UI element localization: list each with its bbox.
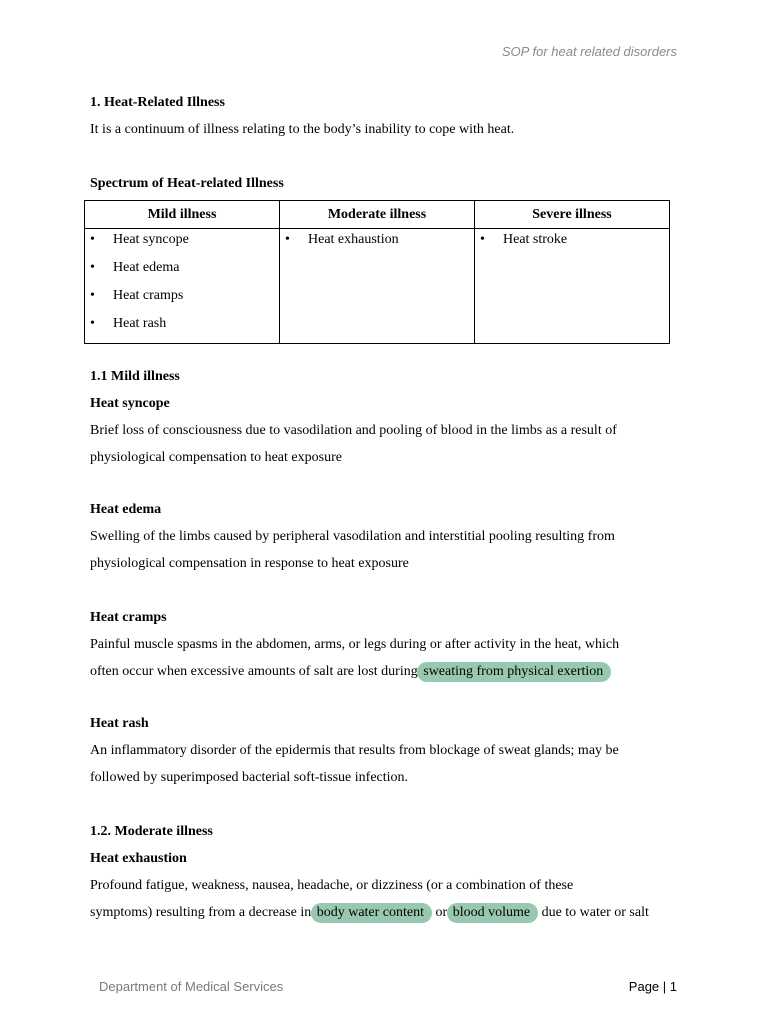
list-item <box>480 231 669 259</box>
paragraph-line: An inflammatory disorder of the epidermis that results from blockage of sweat glands; may be <box>90 743 619 758</box>
footer-page-number: Page | 1 <box>628 979 677 994</box>
severe-cell <box>475 229 670 344</box>
highlight-mark: blood volume <box>447 903 538 923</box>
column-header-mild: Mild illness <box>85 201 280 229</box>
subsection-heading-moderate: 1.2. Moderate illness <box>90 824 213 839</box>
term-heading-rash: Heat rash <box>90 716 149 731</box>
footer-department: Department of Medical Services <box>99 979 284 994</box>
spectrum-table <box>84 200 670 344</box>
list-item-label: Heat edema <box>113 260 180 275</box>
mild-list <box>85 229 279 343</box>
paragraph-line: Painful muscle spasms in the abdomen, arms, or legs during or after activity in the heat, which <box>90 637 620 652</box>
moderate-cell <box>280 229 475 344</box>
section-intro: It is a continuum of illness relating to the body’s inability to cope with heat. <box>90 122 515 137</box>
column-header-moderate: Moderate illness <box>280 201 475 229</box>
table-row <box>85 229 670 344</box>
term-heading-cramps: Heat cramps <box>90 610 167 625</box>
bullet-icon: • <box>90 316 95 331</box>
paragraph-line <box>90 904 649 922</box>
moderate-list <box>280 229 474 259</box>
severe-list <box>475 229 669 259</box>
list-item-label: Heat rash <box>113 316 167 331</box>
column-header-severe: Severe illness <box>475 201 670 229</box>
list-item <box>90 315 279 343</box>
paragraph-line: Swelling of the limbs caused by peripheral vasodilation and interstitial pooling resulting from <box>90 529 615 544</box>
subsection-heading-mild: 1.1 Mild illness <box>90 369 180 384</box>
mild-cell <box>85 229 280 344</box>
list-item-label: Heat stroke <box>503 232 568 247</box>
paragraph-line: physiological compensation in response to heat exposure <box>90 556 409 571</box>
text-run: often occur when excessive amounts of salt are lost during <box>90 664 418 679</box>
bullet-icon: • <box>90 260 95 275</box>
text-run: symptoms) resulting from a decrease in <box>90 905 312 920</box>
term-heading-syncope: Heat syncope <box>90 396 170 411</box>
list-item-label: Heat cramps <box>113 288 184 303</box>
list-item-label: Heat exhaustion <box>308 232 399 247</box>
bullet-icon: • <box>285 232 290 247</box>
table-header-row <box>85 201 670 229</box>
list-item <box>90 259 279 287</box>
term-heading-edema: Heat edema <box>90 502 162 517</box>
bullet-icon: • <box>90 232 95 247</box>
highlight-mark: sweating from physical exertion <box>417 662 611 682</box>
paragraph-line <box>90 663 611 681</box>
bullet-icon: • <box>90 288 95 303</box>
list-item <box>90 231 279 259</box>
list-item-label: Heat syncope <box>113 232 189 247</box>
list-item <box>90 287 279 315</box>
paragraph-line: followed by superimposed bacterial soft-tissue infection. <box>90 770 409 785</box>
bullet-icon: • <box>480 232 485 247</box>
paragraph-line: Brief loss of consciousness due to vasodilation and pooling of blood in the limbs as a result of <box>90 423 617 438</box>
table-title: Spectrum of Heat-related Illness <box>90 176 284 191</box>
list-item <box>285 231 474 259</box>
text-run: or <box>435 905 448 920</box>
text-run: due to water or salt <box>541 905 649 920</box>
running-header: SOP for heat related disorders <box>501 44 677 59</box>
paragraph-line: Profound fatigue, weakness, nausea, headache, or dizziness (or a combination of these <box>90 878 574 893</box>
highlight-mark: body water content <box>311 903 432 923</box>
term-heading-exhaustion: Heat exhaustion <box>90 851 187 866</box>
paragraph-line: physiological compensation to heat exposure <box>90 450 342 465</box>
section-heading: 1. Heat-Related Illness <box>90 95 225 110</box>
